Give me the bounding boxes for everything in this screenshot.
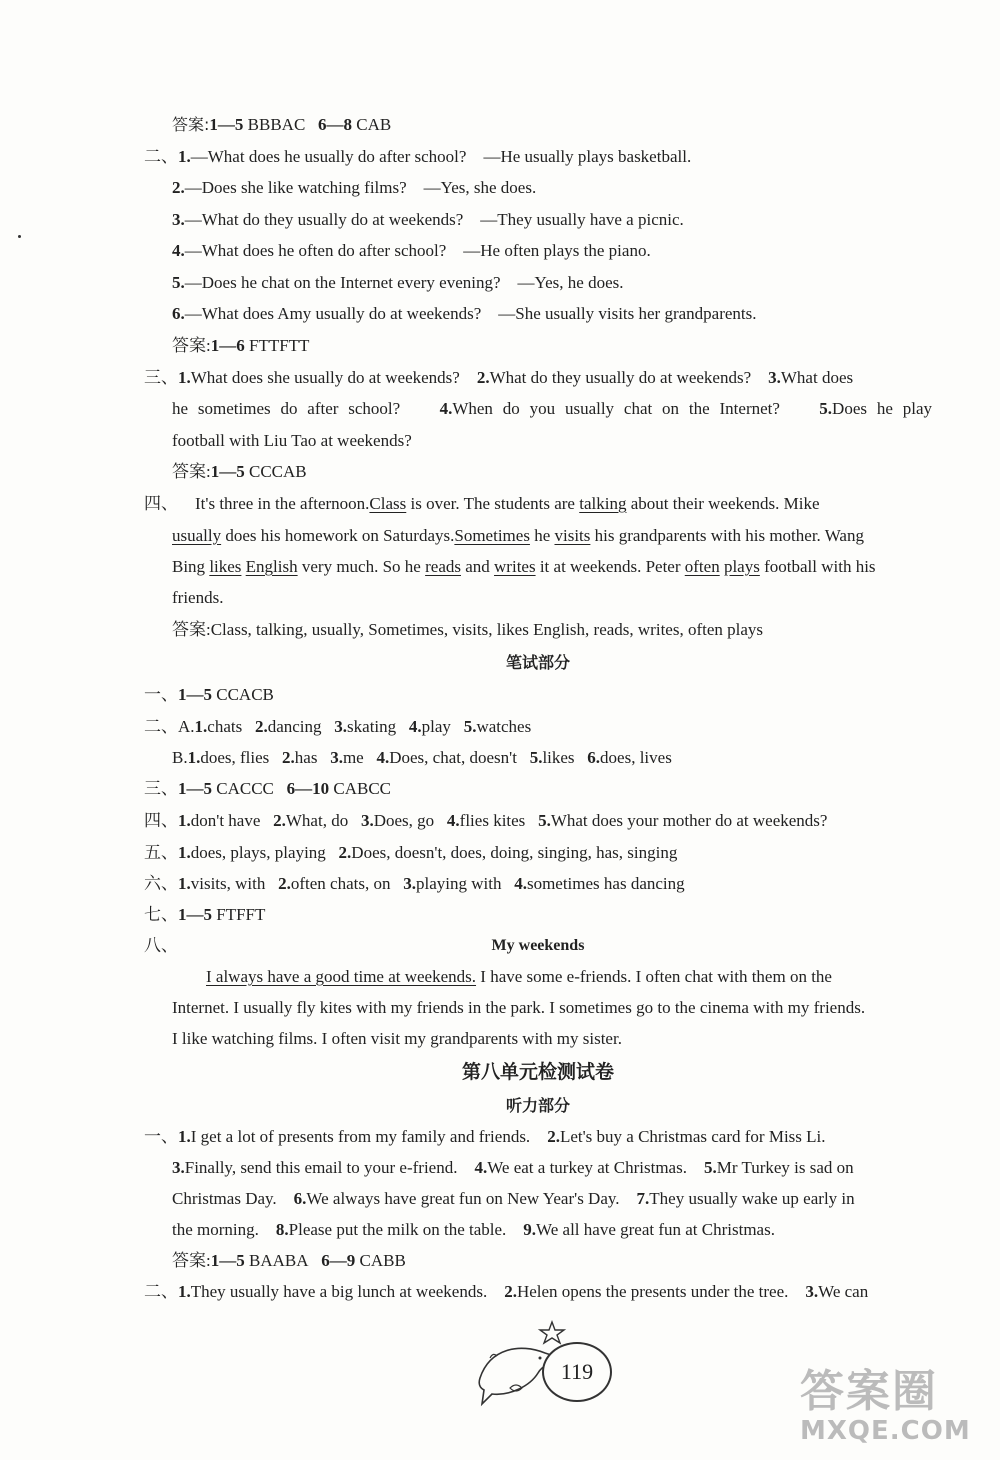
dialogue-line-5: 5.—Does he chat on the Internet every evening? —Yes, he does. xyxy=(172,273,624,292)
dialogue-line-1: 二、1.—What does he usually do after school? —He usually plays basketball. xyxy=(144,147,692,166)
margin-dot xyxy=(18,235,21,238)
essay-line-2: Internet. I usually fly kites with my friends in the park. I sometimes go to the cinema with my friends. xyxy=(172,998,866,1017)
watermark-bottom: MXQE.COM xyxy=(800,1416,971,1446)
written-line-8-label: 八、 xyxy=(144,936,178,955)
dialogue-line-2: 2.—Does she like watching films? —Yes, she does. xyxy=(172,178,537,197)
unit-8-title: 第八单元检测试卷 xyxy=(461,1061,614,1083)
essay-line-1: I always have a good time at weekends. I have some e-friends. I often chat with them on the xyxy=(206,967,832,986)
answer-line-2: 答案:1—6 FTTFTT xyxy=(172,336,310,355)
listening-line-3: Christmas Day. 6.We always have great fun on New Year's Day. 7.They usually wake up early in xyxy=(172,1189,855,1208)
written-line-5: 五、1.does, plays, playing 2.Does, doesn't, does, doing, singing, has, singing xyxy=(144,843,678,862)
passage-line-1: 四、 It's three in the afternoon.Class is over. The students are talking about their weekends. Mike xyxy=(144,494,820,513)
answer-line-3: 答案:1—5 CCCAB xyxy=(172,462,307,481)
written-part-heading: 笔试部分 xyxy=(505,653,570,672)
question-line-1: 三、1.What does she usually do at weekends? 2.What do they usually do at weekends? 3.What does xyxy=(144,368,854,387)
written-line-6: 六、1.visits, with 2.often chats, on 3.playing with 4.sometimes has dancing xyxy=(144,874,685,893)
dialogue-line-3: 3.—What do they usually do at weekends? —They usually have a picnic. xyxy=(172,210,684,229)
watermark-top: 答案圈 xyxy=(800,1366,938,1417)
listening-line-4: the morning. 8.Please put the milk on the table. 9.We all have great fun at Christmas. xyxy=(172,1220,775,1239)
essay-title: My weekends xyxy=(491,937,585,954)
question-line-3: football with Liu Tao at weekends? xyxy=(172,431,412,450)
written-line-4: 四、1.don't have 2.What, do 3.Does, go 4.flies kites 5.What does your mother do at weekends? xyxy=(144,811,828,830)
written-line-7: 七、1—5 FTFFT xyxy=(144,905,266,924)
passage-line-3: Bing likes English very much. So he reads and writes it at weekends. Peter often plays football with his xyxy=(172,557,876,576)
listening-line-2: 3.Finally, send this email to your e-friend. 4.We eat a turkey at Christmas. 5.Mr Turkey is sad on xyxy=(172,1158,854,1177)
written-line-1: 一、1—5 CCACB xyxy=(144,685,274,704)
dialogue-line-6: 6.—What does Amy usually do at weekends? —She usually visits her grandparents. xyxy=(172,304,757,323)
question-line-2: he sometimes do after school? 4.When do you usually chat on the Internet? 5.Does he play xyxy=(172,399,932,418)
dialogue-line-4: 4.—What does he often do after school? —He often plays the piano. xyxy=(172,241,651,260)
answer-line-1: 答案:1—5 BBBAC 6—8 CAB xyxy=(172,115,392,134)
written-line-2a: 二、A.1.chats 2.dancing 3.skating 4.play 5.watches xyxy=(144,717,532,736)
written-line-3: 三、1—5 CACCC 6—10 CABCC xyxy=(144,779,392,798)
passage-line-4: friends. xyxy=(172,588,224,607)
answer-line-5: 答案:1—5 BAABA 6—9 CABB xyxy=(172,1251,406,1270)
page-number: 119 xyxy=(542,1342,612,1402)
watermark-logo xyxy=(800,1368,971,1446)
answer-line-4: 答案:Class, talking, usually, Sometimes, visits, likes English, reads, writes, often plays xyxy=(172,620,764,639)
listening-line-5: 二、1.They usually have a big lunch at weekends. 2.Helen opens the presents under the tree. 3.We can xyxy=(144,1282,869,1301)
essay-line-3: I like watching films. I often visit my grandparents with my sister. xyxy=(172,1029,622,1048)
written-line-2b: B.1.does, flies 2.has 3.me 4.Does, chat, doesn't 5.likes 6.does, lives xyxy=(172,748,672,767)
passage-line-2: usually does his homework on Saturdays.Sometimes he visits his grandparents with his mother. Wang xyxy=(172,526,864,545)
listening-line-1: 一、1.I get a lot of presents from my family and friends. 2.Let's buy a Christmas card for Miss Li. xyxy=(144,1127,826,1146)
listening-part-heading: 听力部分 xyxy=(505,1096,570,1115)
